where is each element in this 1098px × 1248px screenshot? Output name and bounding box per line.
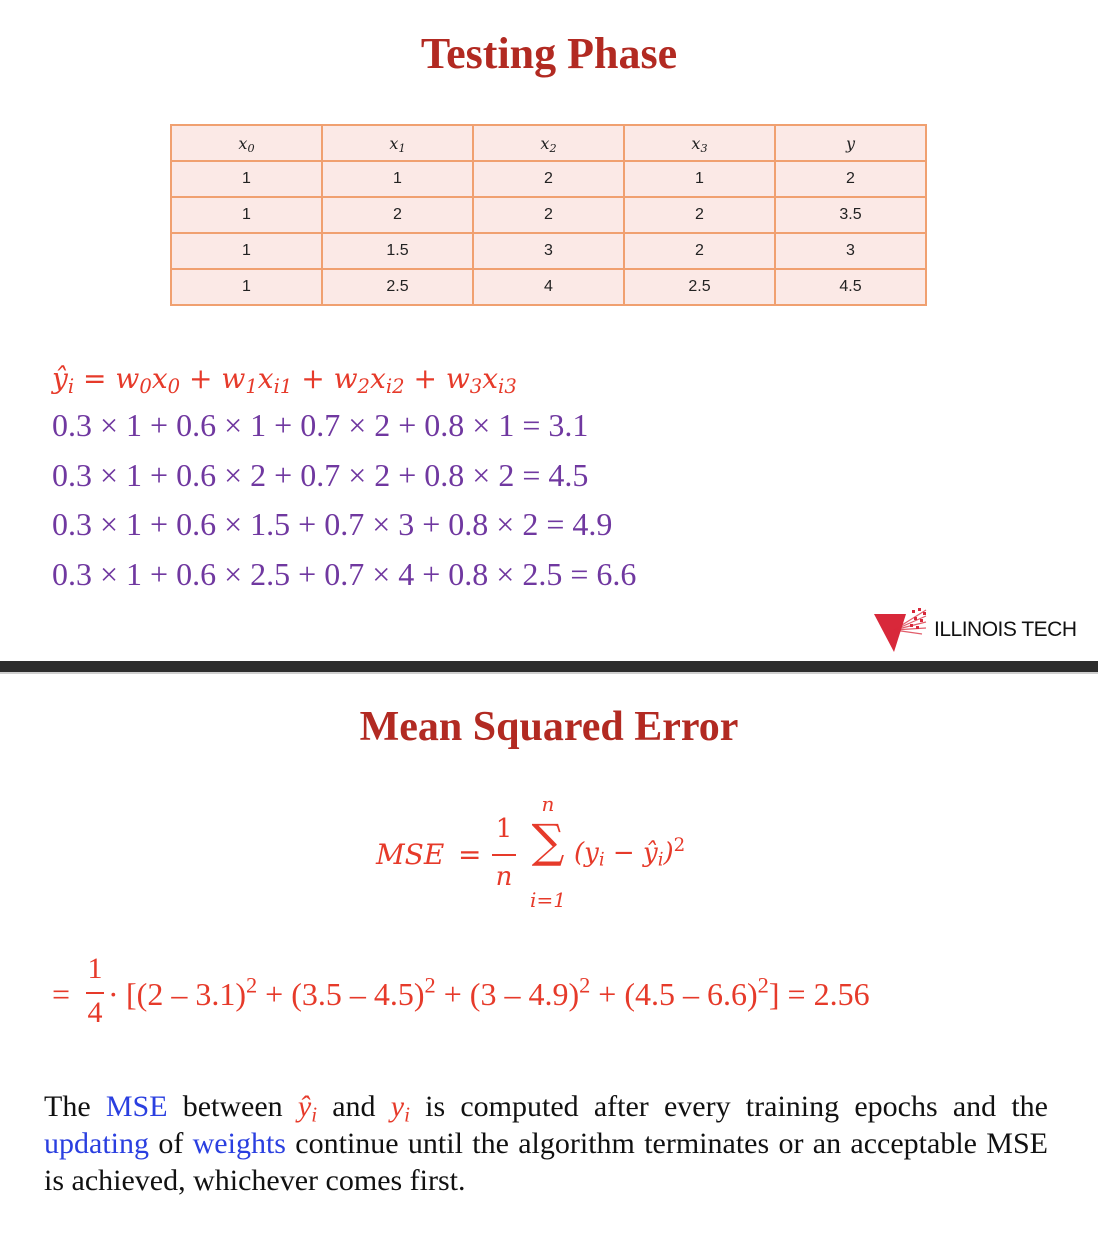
formula-yhat: ŷ [52, 362, 68, 395]
header-y [775, 125, 926, 161]
formula-sub: i1 [273, 374, 293, 398]
mse-body-yhat: − ŷ [604, 838, 658, 868]
illinois-tech-logo-icon [872, 606, 928, 654]
table-cell: 1 [624, 161, 775, 197]
table-cell: 2 [624, 233, 775, 269]
mse-frac-bar [492, 854, 516, 856]
slide-divider [0, 661, 1098, 674]
table-cell: 2 [473, 197, 624, 233]
header-x2 [473, 125, 624, 161]
prediction-formula [52, 362, 517, 398]
result-frac-num: 1 [87, 952, 103, 985]
table-header-row [171, 125, 926, 161]
header-x0 [171, 125, 322, 161]
formula-x: x [370, 362, 386, 395]
para-sub: i [311, 1102, 318, 1127]
mse-body [574, 835, 686, 871]
slide-title-mse: Mean Squared Error [359, 704, 739, 750]
calculation-row: 0.3 × 1 + 0.6 × 1 + 0.7 × 2 + 0.8 × 1 = 3.1 [52, 407, 589, 443]
calculation-row: 0.3 × 1 + 0.6 × 2 + 0.7 × 2 + 0.8 × 2 = 4.5 [52, 457, 589, 493]
para-text: and [317, 1090, 391, 1123]
formula-x: x [151, 362, 168, 395]
table-cell: 1 [171, 161, 322, 197]
formula-sub: i [67, 374, 75, 398]
result-exp: 2 [579, 972, 591, 998]
formula-plus: + [404, 362, 446, 395]
mse-body-y: (y [574, 838, 599, 868]
mse-sub: i [598, 849, 605, 871]
result-term: + (4.5 – 6.6) [590, 976, 758, 1012]
formula-sub: 3 [469, 374, 483, 398]
para-text: between [167, 1090, 298, 1123]
header-var: x [389, 133, 399, 153]
table-cell: 4.5 [775, 269, 926, 305]
formula-x: x [482, 362, 499, 395]
calculation-row: 0.3 × 1 + 0.6 × 2.5 + 0.7 × 4 + 0.8 × 2.5 = 6.6 [52, 556, 637, 592]
mse-exp: 2 [673, 835, 686, 856]
formula-sub: i3 [498, 374, 517, 398]
mse-result-calculation [52, 952, 1052, 1032]
header-var: x [540, 133, 550, 153]
mse-frac-den: n [495, 862, 513, 892]
result-expression [126, 972, 870, 1013]
para-yhat [297, 1090, 318, 1127]
mse-explanation-paragraph [44, 1088, 1048, 1199]
result-frac-bar [86, 992, 104, 994]
formula-x: x [257, 362, 274, 395]
formula-w: w [333, 362, 358, 395]
para-updating-highlight: updating [44, 1127, 149, 1160]
sum-lower-limit: i=1 [530, 888, 566, 912]
table-cell: 4 [473, 269, 624, 305]
result-dot: · [108, 976, 119, 1012]
mse-lhs: MSE [376, 838, 445, 871]
result-equals: = [52, 976, 71, 1012]
header-sub: 2 [549, 141, 557, 155]
header-sub: 0 [247, 141, 255, 155]
formula-plus: + [292, 362, 334, 395]
table-cell: 3 [473, 233, 624, 269]
slide-title-testing-phase: Testing Phase [420, 29, 678, 78]
mse-body-close: ) [663, 838, 674, 868]
formula-sub: 0 [139, 374, 152, 398]
mse-frac-num: 1 [495, 814, 513, 844]
para-text: The [44, 1090, 106, 1123]
testing-data-table [170, 124, 927, 306]
table-row [171, 269, 926, 305]
calculation-row: 0.3 × 1 + 0.6 × 1.5 + 0.7 × 3 + 0.8 × 2 = 4.9 [52, 506, 613, 542]
table-cell: 2 [775, 161, 926, 197]
formula-sub: 1 [245, 374, 258, 398]
header-sub: 1 [398, 141, 406, 155]
para-sub: i [404, 1102, 410, 1127]
sum-upper-limit: n [541, 792, 555, 816]
para-mse-highlight: MSE [105, 1090, 168, 1123]
mse-equals: = [458, 838, 482, 871]
table-cell: 1 [171, 197, 322, 233]
table-cell: 2.5 [322, 269, 473, 305]
result-term: + (3.5 – 4.5) [257, 976, 425, 1012]
header-x3 [624, 125, 775, 161]
table-cell: 1 [171, 233, 322, 269]
header-var: y [845, 133, 856, 153]
table-row [171, 161, 926, 197]
para-weights-highlight: weights [192, 1127, 286, 1160]
header-sub: 3 [700, 141, 708, 155]
para-text: is computed after every training epochs and the [409, 1090, 1048, 1123]
table-cell: 2.5 [624, 269, 775, 305]
para-yhat-symbol: ŷ [297, 1090, 312, 1123]
sum-symbol: ∑ [531, 814, 565, 868]
mse-sub: i [657, 849, 664, 871]
formula-plus: + [180, 362, 222, 395]
table-cell: 2 [322, 197, 473, 233]
formula-w: w [221, 362, 246, 395]
result-term: + (3 – 4.9) [435, 976, 580, 1012]
result-exp: 2 [424, 972, 436, 998]
formula-sub: i2 [385, 374, 405, 398]
table-row [171, 197, 926, 233]
para-text: of [149, 1127, 193, 1160]
table-row [171, 233, 926, 269]
formula-w: w [445, 362, 470, 395]
table-cell: 1 [322, 161, 473, 197]
formula-equals: = [74, 362, 116, 395]
para-y [390, 1090, 410, 1127]
table-cell: 2 [624, 197, 775, 233]
result-exp: 2 [245, 972, 258, 998]
result-term: [(2 – 3.1) [126, 976, 246, 1012]
table-cell: 1 [171, 269, 322, 305]
result-tail: ] = 2.56 [768, 976, 870, 1012]
table-cell: 1.5 [322, 233, 473, 269]
formula-w: w [115, 362, 140, 395]
result-frac-den: 4 [87, 996, 103, 1029]
mse-formula [376, 792, 736, 918]
header-var: x [238, 133, 248, 153]
table-cell: 3.5 [775, 197, 926, 233]
illinois-tech-logo-text: ILLINOIS TECH [934, 618, 1077, 641]
formula-sub: 2 [357, 374, 371, 398]
header-var: x [691, 133, 701, 153]
result-exp: 2 [757, 972, 769, 998]
table-cell: 2 [473, 161, 624, 197]
header-x1 [322, 125, 473, 161]
table-cell: 3 [775, 233, 926, 269]
para-y-symbol: y [390, 1090, 405, 1123]
para-text: continue until the algorithm terminates or an acceptable MSE is achieved, whichever comes first. [44, 1127, 1048, 1197]
formula-sub: 0 [167, 374, 181, 398]
